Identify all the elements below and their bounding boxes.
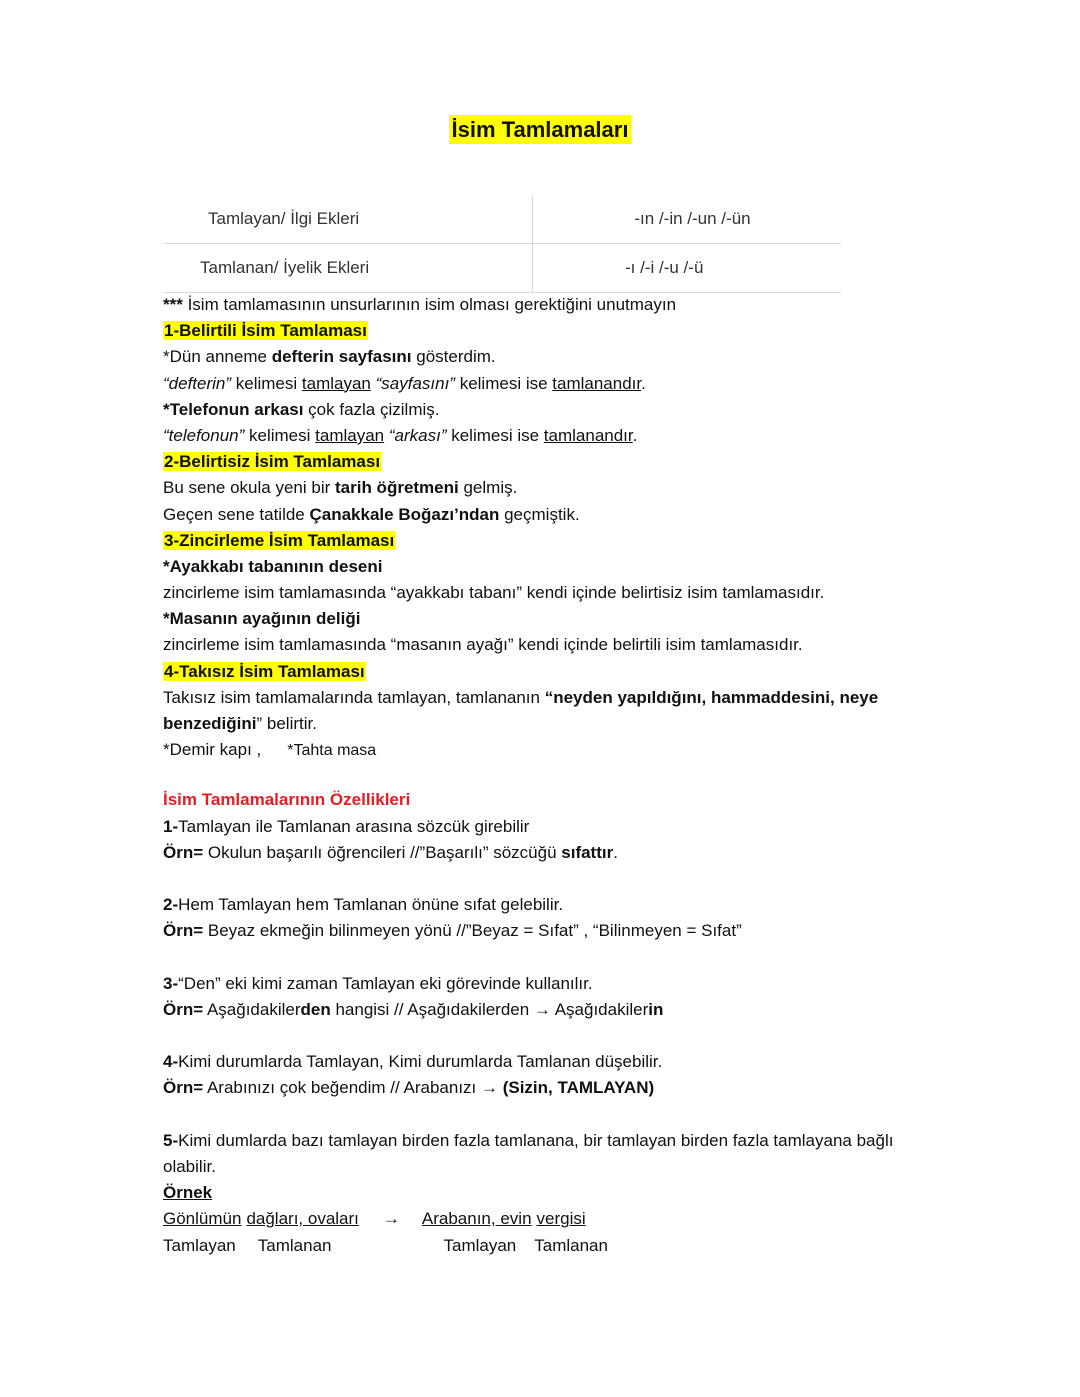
note-line: *** İsim tamlamasının unsurlarının isim olması gerektiğini unutmayın [163, 295, 677, 314]
example-line: Geçen sene tatilde Çanakkale Boğazı’ndan geçmiştik. [163, 504, 580, 524]
arrow-right-icon: → [533, 999, 551, 1019]
explanation-line: zincirleme isim tamlamasında “ayakkabı tabanı” kendi içinde belirtisiz isim tamlamasıdır. [163, 583, 825, 603]
feature-example: Örn= Arabınızı çok beğendim // Arabanızı → (Sizin, TAMLAYAN) [163, 1078, 655, 1098]
explanation-line: “telefonun” kelimesi tamlayan “arkası” kelimesi ise tamlanandır. [163, 425, 638, 445]
example-label: Örnek [163, 1183, 213, 1203]
feature-item: 3-“Den” eki kimi zaman Tamlayan eki görevinde kullanılır. [163, 973, 593, 993]
feature-item: 5-Kimi dumlarda bazı tamlayan birden fazla tamlanana, bir tamlayan birden fazla tamlayana bağlı olabilir. [163, 1130, 894, 1177]
feature-example-row: Gönlümün dağları, ovaları → Arabanın, evin vergisi [163, 1209, 586, 1229]
suffix-table [165, 195, 841, 293]
example-line: *Ayakkabı tabanının deseni [163, 556, 383, 576]
section-heading-belirtili: 1-Belirtili İsim Tamlaması [164, 321, 367, 341]
description-paragraph: Takısız isim tamlamalarında tamlayan, tamlananın “neyden yapıldığını, hammaddesini, neye benzediğini” belirtir. [163, 687, 879, 734]
table-cell-label: Tamlayan/ İlgi Ekleri [165, 195, 533, 244]
explanation-line: zincirleme isim tamlamasında “masanın ayağı” kendi içinde belirtili isim tamlamasıdır. [163, 635, 803, 655]
example-line: *Masanın ayağının deliği [163, 609, 361, 629]
features-heading: İsim Tamlamalarının Özellikleri [163, 790, 411, 810]
explanation-line: “defterin” kelimesi tamlayan “sayfasını” kelimesi ise tamlanandır. [163, 373, 646, 393]
example-line: *Demir kapı , *Tahta masa [163, 740, 377, 760]
table-row [165, 244, 841, 293]
table-cell-value: -ı /-i /-u /-ü [533, 244, 842, 293]
feature-item: 2-Hem Tamlayan hem Tamlanan önüne sıfat gelebilir. [163, 895, 564, 915]
document-body [163, 292, 933, 1259]
example-line: *Telefonun arkası çok fazla çizilmiş. [163, 399, 440, 419]
example-line: *Dün anneme defterin sayfasını gösterdim. [163, 347, 496, 367]
page-title [0, 117, 1080, 143]
table-cell-value: -ın /-in /-un /-ün [533, 195, 842, 244]
feature-item: 4-Kimi durumlarda Tamlayan, Kimi durumlarda Tamlanan düşebilir. [163, 1052, 663, 1072]
section-heading-zincirleme: 3-Zincirleme İsim Tamlaması [164, 530, 395, 550]
feature-example: Örn= Aşağıdakilerden hangisi // Aşağıdakilerden → Aşağıdakilerin [163, 999, 664, 1019]
section-heading-takisiz: 4-Takısız İsim Tamlaması [164, 661, 365, 681]
table-cell-label: Tamlanan/ İyelik Ekleri [165, 244, 533, 293]
feature-item: 1-Tamlayan ile Tamlanan arasına sözcük girebilir [163, 816, 530, 836]
example-line: Bu sene okula yeni bir tarih öğretmeni gelmiş. [163, 478, 518, 498]
section-heading-belirtisiz: 2-Belirtisiz İsim Tamlaması [164, 452, 381, 472]
feature-example: Örn= Okulun başarılı öğrencileri //”Başarılı” sözcüğü sıfattır. [163, 842, 618, 862]
page-title-text: İsim Tamlamaları [449, 115, 632, 144]
arrow-right-icon: → [480, 1078, 498, 1098]
arrow-right-icon: → [382, 1209, 400, 1229]
table-row [165, 195, 841, 244]
feature-example: Örn= Beyaz ekmeğin bilinmeyen yönü //”Beyaz = Sıfat” , “Bilinmeyen = Sıfat” [163, 921, 742, 941]
feature-example-labels: Tamlayan Tamlanan Tamlayan Tamlanan [163, 1235, 608, 1255]
